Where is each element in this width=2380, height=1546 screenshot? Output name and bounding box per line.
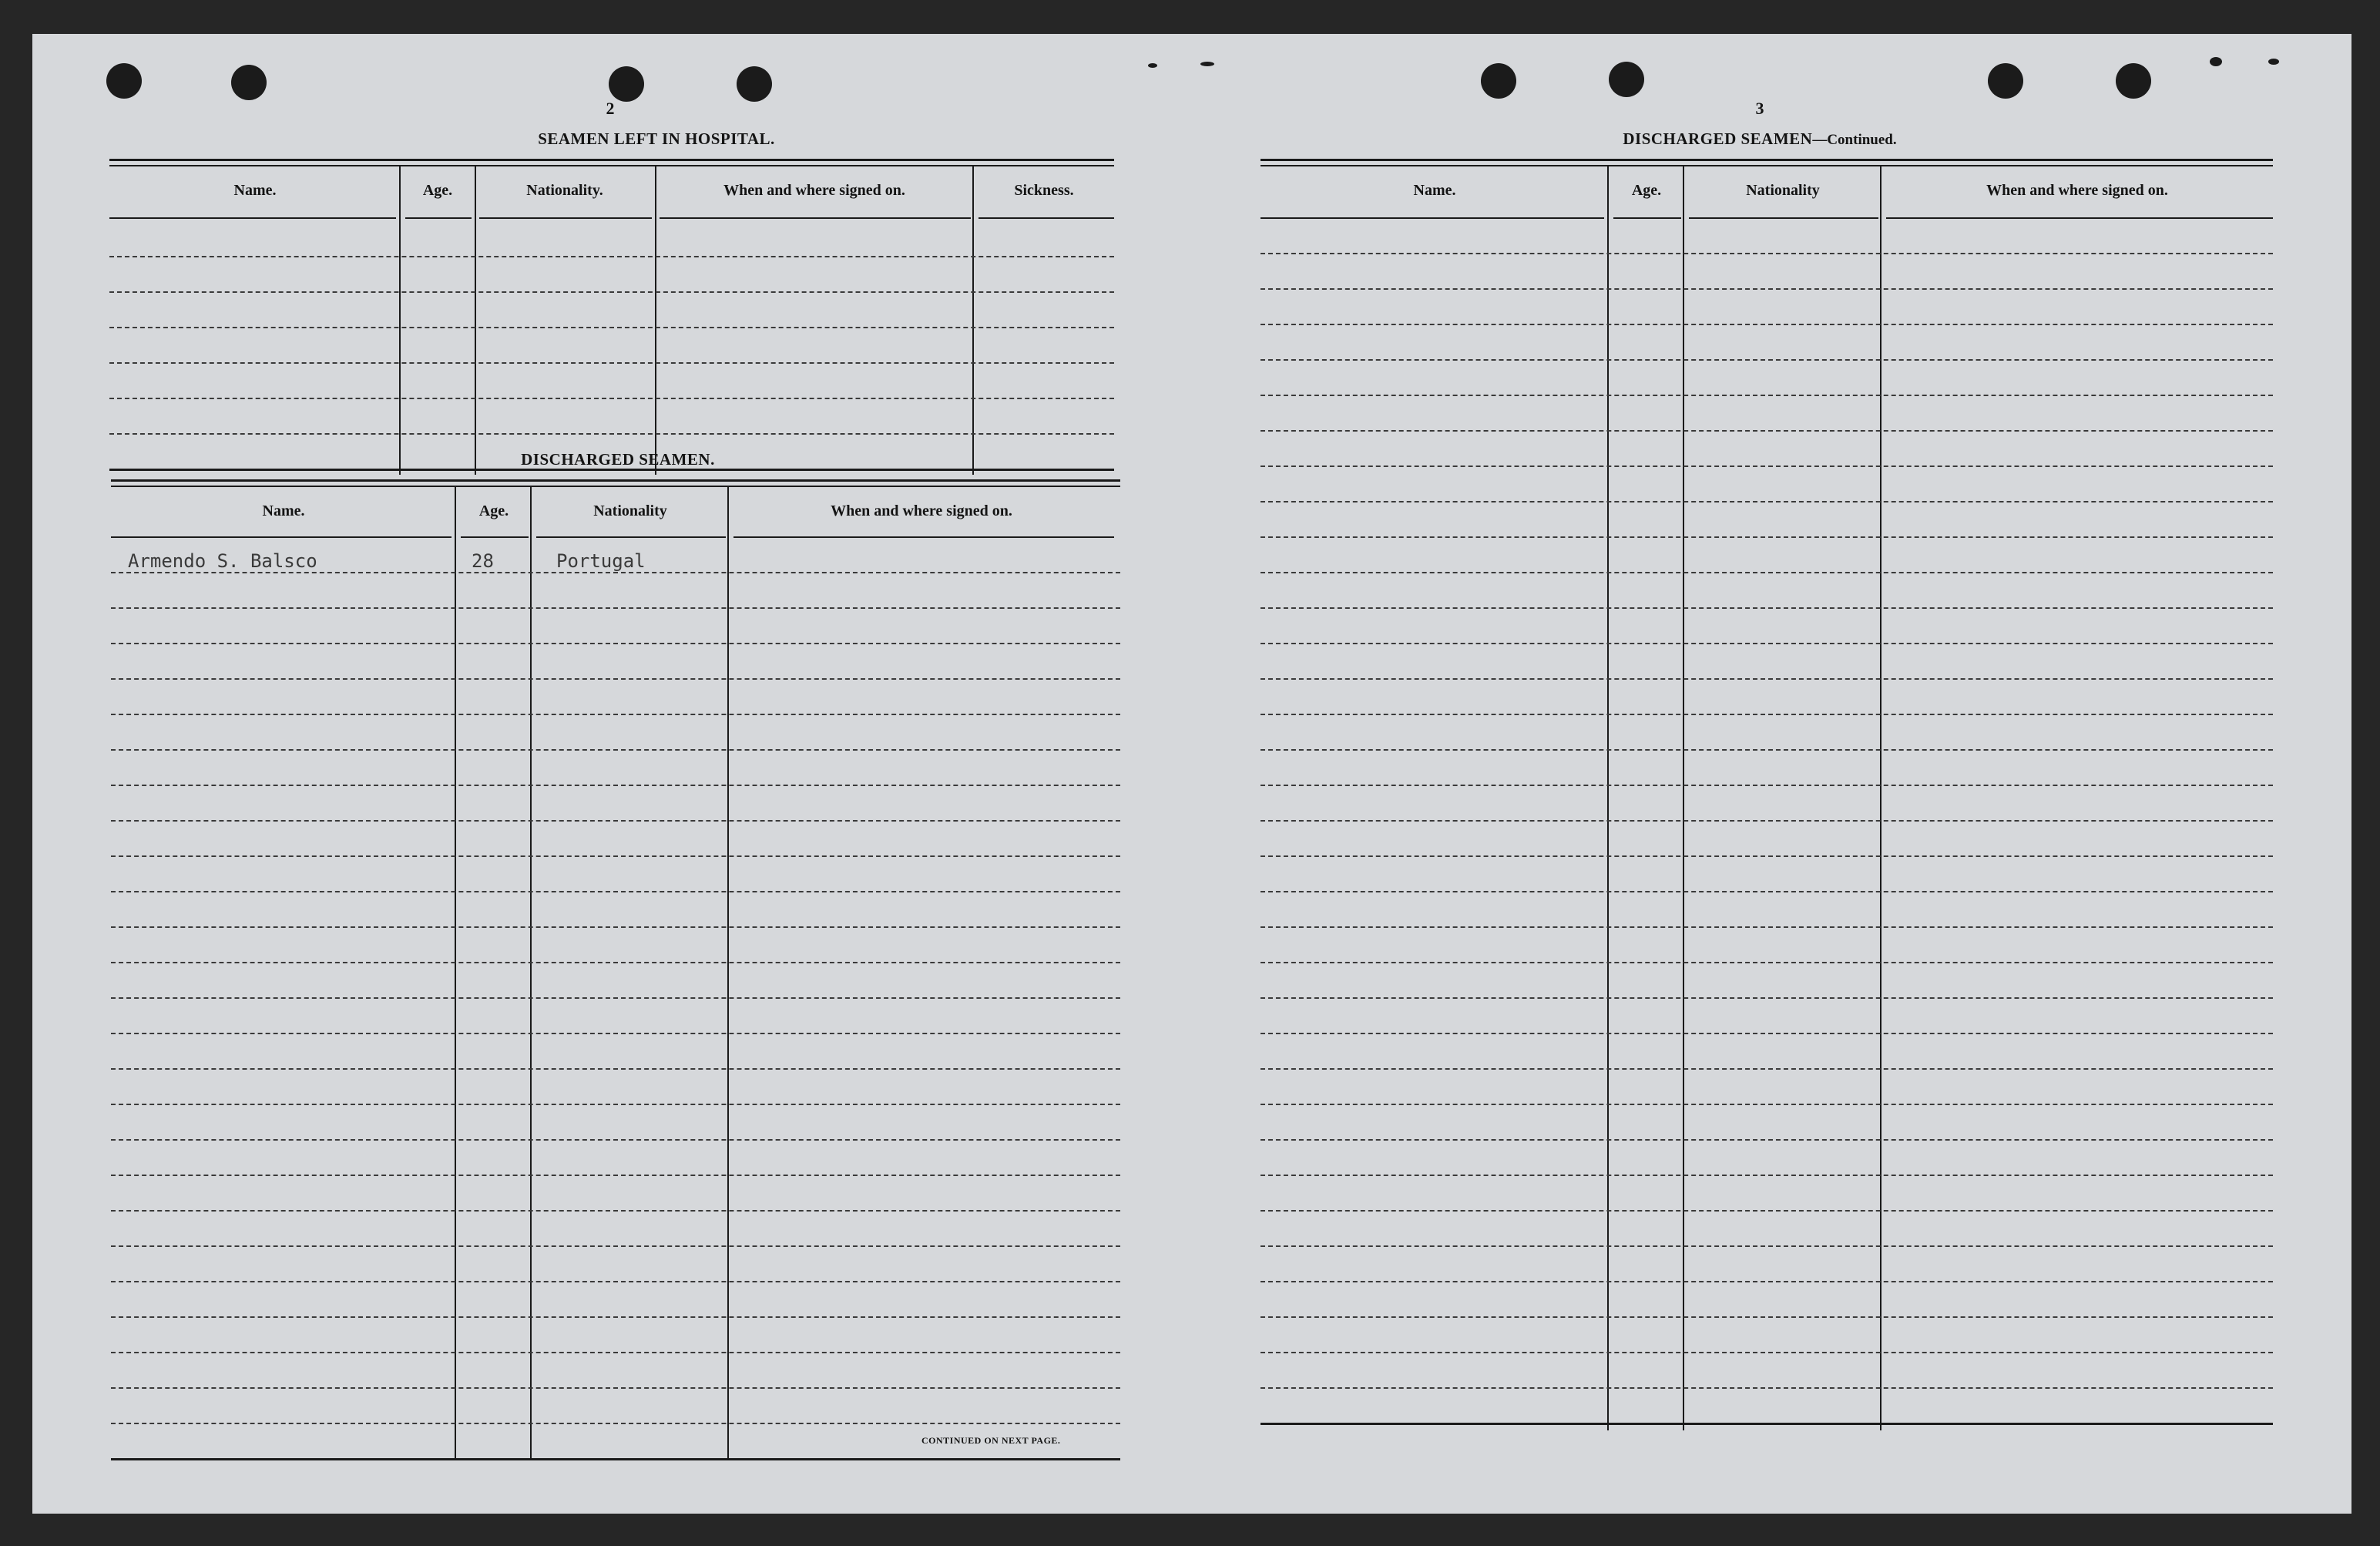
column-divider [1607, 166, 1609, 1430]
column-divider [1683, 166, 1684, 1430]
table-row [1260, 536, 2273, 538]
column-divider [455, 487, 456, 1460]
column-divider [655, 166, 656, 475]
table-row [111, 643, 1120, 644]
header-underline [405, 217, 472, 219]
title-suffix: —Continued. [1812, 132, 1897, 148]
table-row [1260, 1245, 2273, 1247]
table-row [1260, 253, 2273, 254]
table-row [1260, 749, 2273, 751]
column-divider [972, 166, 974, 475]
table-row [1260, 1316, 2273, 1318]
table-row [1260, 1033, 2273, 1034]
table-row [111, 1281, 1120, 1282]
table-row [1260, 997, 2273, 999]
seaman-nationality: Portugal [556, 550, 646, 572]
ink-speck [1200, 62, 1214, 66]
table-row [111, 1104, 1120, 1105]
discharged-continued-title [1529, 129, 1991, 149]
table-row [111, 855, 1120, 857]
table-row [111, 1175, 1120, 1176]
punch-hole [1609, 62, 1644, 97]
table-row [109, 433, 1114, 435]
punch-hole [737, 66, 772, 102]
table-row [1260, 324, 2273, 325]
table-row [109, 398, 1114, 399]
table-row [1260, 430, 2273, 432]
col-header-nationality: Nationality [1746, 182, 1820, 199]
column-divider [475, 166, 476, 475]
header-underline [1613, 217, 1681, 219]
table-top-rule [111, 486, 1120, 487]
table-row [1260, 1068, 2273, 1070]
table-top-rule [109, 159, 1114, 161]
header-underline [1260, 217, 1604, 219]
table-row [111, 891, 1120, 892]
punch-hole [609, 66, 644, 102]
table-row [111, 1139, 1120, 1141]
header-underline [733, 536, 1114, 538]
seaman-name: Armendo S. Balsco [128, 550, 317, 572]
table-row [109, 256, 1114, 257]
column-divider [399, 166, 401, 475]
hospital-section-title: SEAMEN LEFT IN HOSPITAL. [538, 129, 775, 148]
table-row [111, 1245, 1120, 1247]
ink-speck [2210, 57, 2222, 66]
table-row [1260, 926, 2273, 928]
col-header-age: Age. [422, 182, 453, 199]
ink-speck [2268, 59, 2279, 65]
table-row [111, 678, 1120, 680]
table-row [1260, 501, 2273, 502]
ink-speck [1148, 63, 1157, 68]
continued-note: CONTINUED ON NEXT PAGE. [921, 1435, 1061, 1446]
col-header-name: Name. [233, 182, 277, 199]
col-header-sickness: Sickness. [1014, 182, 1074, 199]
punch-hole [1481, 63, 1516, 99]
table-row [111, 820, 1120, 822]
table-row [111, 1210, 1120, 1212]
col-header-signed-on: When and where signed on. [1986, 182, 2168, 199]
col-header-nationality: Nationality. [526, 182, 603, 199]
table-row [1260, 1210, 2273, 1212]
discharged-table [111, 479, 1120, 1466]
table-row [1260, 395, 2273, 396]
discharged-continued-table [1260, 159, 2273, 1469]
hospital-table [109, 159, 1114, 475]
col-header-nationality: Nationality [593, 502, 667, 519]
table-row [1260, 962, 2273, 963]
page-number-left: 2 [606, 99, 615, 118]
table-row [1260, 714, 2273, 715]
header-underline [479, 217, 652, 219]
header-underline [979, 217, 1114, 219]
table-row [1260, 572, 2273, 573]
table-row [111, 997, 1120, 999]
col-header-name: Name. [1413, 182, 1456, 199]
table-row [109, 327, 1114, 328]
discharged-section-title: DISCHARGED SEAMEN. [521, 450, 715, 469]
table-row [1260, 1139, 2273, 1141]
table-row [1260, 820, 2273, 822]
table-row [1260, 607, 2273, 609]
table-row [1260, 678, 2273, 680]
table-row [1260, 855, 2273, 857]
table-row [111, 926, 1120, 928]
table-row [111, 1387, 1120, 1389]
col-header-signed-on: When and where signed on. [831, 502, 1012, 519]
col-header-age: Age. [478, 502, 509, 519]
header-underline [536, 536, 726, 538]
table-row [1260, 465, 2273, 467]
table-top-rule [109, 165, 1114, 166]
table-row [1260, 1352, 2273, 1353]
table-row [111, 1068, 1120, 1070]
page-number-right: 3 [1755, 99, 1764, 118]
table-row [111, 785, 1120, 786]
table-row [1260, 1104, 2273, 1105]
table-row [1260, 785, 2273, 786]
ledger-sheet [32, 34, 2351, 1514]
punch-hole [106, 63, 142, 99]
table-top-rule [1260, 165, 2273, 166]
col-header-name: Name. [262, 502, 305, 519]
column-divider [1880, 166, 1882, 1430]
punch-hole [2116, 63, 2151, 99]
table-bottom-rule [1260, 1423, 2273, 1425]
table-row [111, 714, 1120, 715]
table-row [1260, 1387, 2273, 1389]
table-row [111, 1033, 1120, 1034]
table-row [1260, 359, 2273, 361]
table-row [1260, 643, 2273, 644]
table-top-rule [111, 479, 1120, 482]
table-row [111, 962, 1120, 963]
seaman-age: 28 [472, 550, 494, 572]
table-row [111, 607, 1120, 609]
table-row [111, 572, 1120, 573]
table-row [111, 749, 1120, 751]
title-main: DISCHARGED SEAMEN [1623, 129, 1813, 148]
header-underline [461, 536, 529, 538]
header-underline [1689, 217, 1878, 219]
punch-hole [231, 65, 267, 100]
column-divider [530, 487, 532, 1460]
column-divider [727, 487, 729, 1460]
col-header-age: Age. [1631, 182, 1662, 199]
table-row [1260, 1281, 2273, 1282]
table-bottom-rule [111, 1458, 1120, 1460]
header-underline [1886, 217, 2273, 219]
table-row [111, 1316, 1120, 1318]
col-header-signed-on: When and where signed on. [723, 182, 905, 199]
header-underline [109, 217, 396, 219]
table-row [1260, 1175, 2273, 1176]
table-row [109, 291, 1114, 293]
table-row [111, 1423, 1120, 1424]
table-top-rule [1260, 159, 2273, 161]
punch-hole [1988, 63, 2023, 99]
table-row [1260, 891, 2273, 892]
table-row [109, 362, 1114, 364]
table-row [111, 1352, 1120, 1353]
header-underline [111, 536, 451, 538]
header-underline [660, 217, 971, 219]
table-row [1260, 288, 2273, 290]
